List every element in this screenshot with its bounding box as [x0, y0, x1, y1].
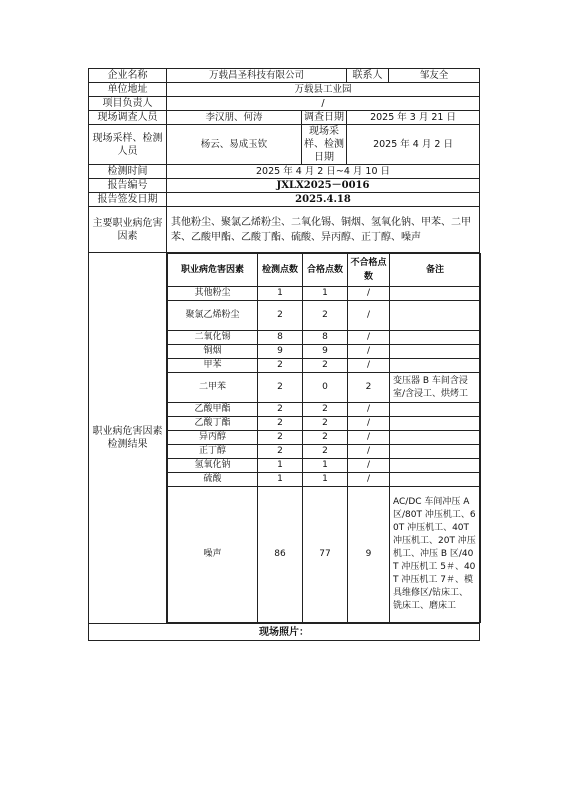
row-report-no	[89, 179, 480, 193]
note-cell	[390, 359, 481, 373]
factor-cell: 其他粉尘	[168, 287, 258, 301]
note-cell	[390, 287, 481, 301]
table-row	[168, 403, 481, 417]
passed-cell: 1	[303, 287, 348, 301]
address-label: 单位地址	[89, 83, 167, 97]
passed-cell: 77	[303, 487, 348, 623]
passed-cell: 0	[303, 373, 348, 403]
contact-name: 邹友全	[389, 69, 480, 83]
report-no-label: 报告编号	[89, 179, 167, 193]
table-row	[168, 359, 481, 373]
table-row	[168, 431, 481, 445]
passed-cell: 2	[303, 431, 348, 445]
tested-cell: 2	[258, 431, 303, 445]
note-cell	[390, 301, 481, 331]
failed-cell: /	[348, 301, 390, 331]
sampling-date-value: 2025 年 4 月 2 日	[347, 125, 480, 165]
row-hazards	[89, 207, 480, 253]
passed-cell: 2	[303, 403, 348, 417]
failed-cell: /	[348, 445, 390, 459]
factor-cell: 聚氯乙烯粉尘	[168, 301, 258, 331]
test-time-label: 检测时间	[89, 165, 167, 179]
tested-cell: 2	[258, 359, 303, 373]
header-failed: 不合格点数	[348, 254, 390, 287]
header-passed: 合格点数	[303, 254, 348, 287]
passed-cell: 8	[303, 331, 348, 345]
tested-cell: 86	[258, 487, 303, 623]
factor-cell: 二氧化锡	[168, 331, 258, 345]
results-label: 职业病危害因素检测结果	[89, 253, 167, 624]
survey-date-value: 2025 年 3 月 21 日	[347, 111, 480, 125]
tested-cell: 9	[258, 345, 303, 359]
failed-cell: /	[348, 431, 390, 445]
report-no-value: JXLX2025－0016	[167, 179, 480, 193]
factor-cell: 乙酸甲酯	[168, 403, 258, 417]
tested-cell: 1	[258, 473, 303, 487]
row-issue-date	[89, 193, 480, 207]
company-label: 企业名称	[89, 69, 167, 83]
row-address	[89, 83, 480, 97]
tested-cell: 1	[258, 287, 303, 301]
header-factor: 职业病危害因素	[168, 254, 258, 287]
passed-cell: 1	[303, 473, 348, 487]
factor-cell: 二甲苯	[168, 373, 258, 403]
row-photo-label	[89, 624, 480, 641]
note-cell	[390, 403, 481, 417]
note-cell: AC/DC 车间冲压 A 区/80T 冲压机工、60T 冲压机工、40T 冲压机工、20T 冲压机工、冲压 B 区/40T 冲压机工 5＃、40T 冲压机工 7＃、模具维修区/钻床工、铣床工、磨床工	[390, 487, 481, 623]
table-row	[168, 473, 481, 487]
row-project-lead	[89, 97, 480, 111]
tested-cell: 2	[258, 403, 303, 417]
passed-cell: 2	[303, 417, 348, 431]
factor-cell: 异丙醇	[168, 431, 258, 445]
hazards-label: 主要职业病危害因素	[89, 207, 167, 253]
sampling-date-label: 现场采样、检测日期	[302, 125, 347, 165]
factor-cell: 氢氧化钠	[168, 459, 258, 473]
table-row	[168, 301, 481, 331]
report-table	[88, 68, 480, 641]
passed-cell: 1	[303, 459, 348, 473]
header-note: 备注	[390, 254, 481, 287]
note-cell	[390, 473, 481, 487]
passed-cell: 9	[303, 345, 348, 359]
failed-cell: /	[348, 473, 390, 487]
header-tested: 检测点数	[258, 254, 303, 287]
tested-cell: 8	[258, 331, 303, 345]
failed-cell: /	[348, 287, 390, 301]
table-row	[168, 345, 481, 359]
factor-cell: 正丁醇	[168, 445, 258, 459]
project-lead-label: 项目负责人	[89, 97, 167, 111]
table-row	[168, 331, 481, 345]
failed-cell: 9	[348, 487, 390, 623]
contact-label: 联系人	[347, 69, 389, 83]
failed-cell: /	[348, 359, 390, 373]
sampling-staff-value: 杨云、易成玉钦	[167, 125, 302, 165]
survey-staff-value: 李汉朋、何涛	[167, 111, 302, 125]
issue-date-value: 2025.4.18	[167, 193, 480, 207]
passed-cell: 2	[303, 359, 348, 373]
passed-cell: 2	[303, 445, 348, 459]
note-cell	[390, 459, 481, 473]
failed-cell: /	[348, 403, 390, 417]
row-sampling	[89, 125, 480, 165]
tested-cell: 2	[258, 373, 303, 403]
failed-cell: 2	[348, 373, 390, 403]
note-cell	[390, 331, 481, 345]
survey-date-label: 调查日期	[302, 111, 347, 125]
factor-cell: 噪声	[168, 487, 258, 623]
table-row	[168, 445, 481, 459]
tested-cell: 1	[258, 459, 303, 473]
survey-staff-label: 现场调查人员	[89, 111, 167, 125]
row-survey	[89, 111, 480, 125]
tested-cell: 2	[258, 445, 303, 459]
factor-cell: 硫酸	[168, 473, 258, 487]
factor-cell: 乙酸丁酯	[168, 417, 258, 431]
project-lead-value: /	[167, 97, 480, 111]
photo-label: 现场照片：	[89, 624, 480, 641]
note-cell	[390, 417, 481, 431]
hazards-value: 其他粉尘、聚氯乙烯粉尘、二氧化锡、铜烟、氢氧化钠、甲苯、二甲苯、乙酸甲酯、乙酸丁酯、硫酸、异丙醇、正丁醇、噪声	[167, 207, 480, 253]
report-page	[88, 68, 479, 641]
row-company	[89, 69, 480, 83]
table-row	[168, 487, 481, 623]
passed-cell: 2	[303, 301, 348, 331]
note-cell	[390, 445, 481, 459]
failed-cell: /	[348, 459, 390, 473]
failed-cell: /	[348, 331, 390, 345]
note-cell: 变压器 B 车间含浸室/含浸工、烘烤工	[390, 373, 481, 403]
issue-date-label: 报告签发日期	[89, 193, 167, 207]
address-value: 万载县工业园	[167, 83, 480, 97]
table-row	[168, 417, 481, 431]
failed-cell: /	[348, 345, 390, 359]
failed-cell: /	[348, 417, 390, 431]
tested-cell: 2	[258, 417, 303, 431]
note-cell	[390, 431, 481, 445]
sampling-staff-label: 现场采样、检测人员	[89, 125, 167, 165]
table-row	[168, 459, 481, 473]
test-time-value: 2025 年 4 月 2 日~4 月 10 日	[167, 165, 480, 179]
table-row	[168, 373, 481, 403]
row-test-time	[89, 165, 480, 179]
row-results	[89, 253, 480, 624]
note-cell	[390, 345, 481, 359]
tested-cell: 2	[258, 301, 303, 331]
results-cell	[167, 253, 480, 624]
results-header-row	[168, 254, 481, 287]
company-name: 万载昌圣科技有限公司	[167, 69, 347, 83]
table-row	[168, 287, 481, 301]
factor-cell: 铜烟	[168, 345, 258, 359]
factor-cell: 甲苯	[168, 359, 258, 373]
results-table	[167, 253, 481, 623]
